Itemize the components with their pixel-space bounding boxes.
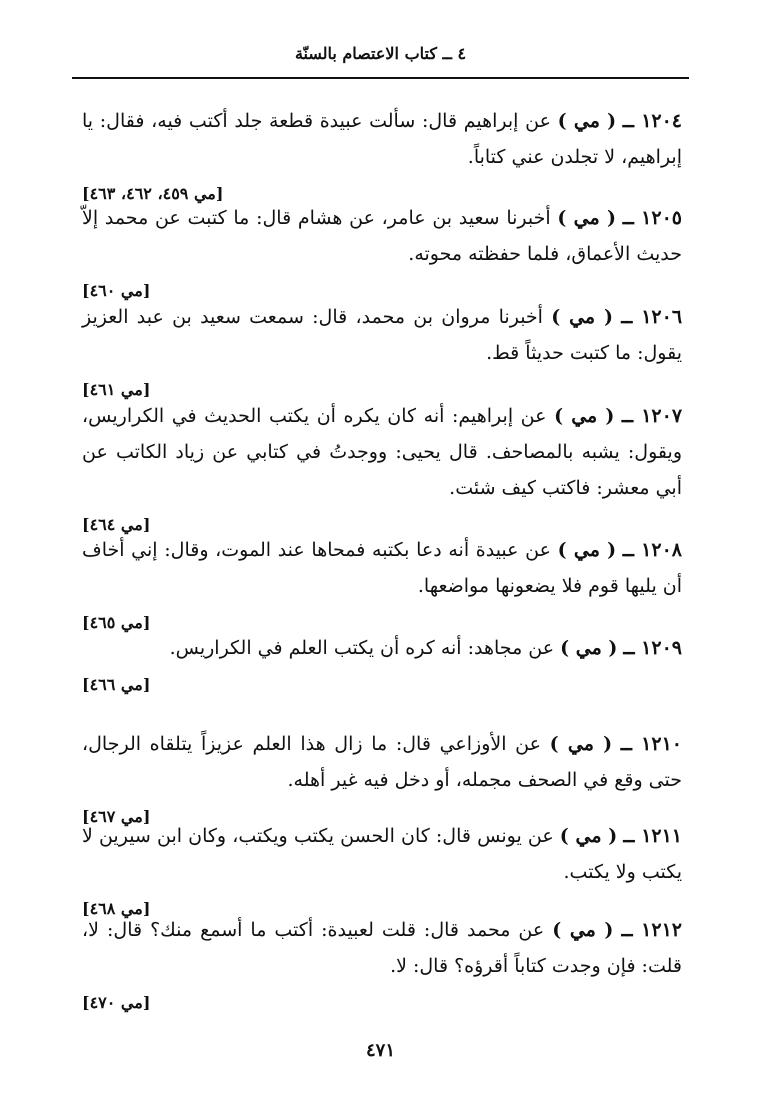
entry-number: ١٢٠٩ ــ — [623, 637, 682, 659]
entry-number: ١٢١٠ ــ — [620, 733, 682, 755]
hadith-entry — [82, 299, 682, 408]
reference-tag: [مي ٤٦١] — [82, 380, 151, 399]
hadith-entry — [82, 630, 682, 703]
entry-number: ١٢١١ ــ — [623, 825, 683, 847]
source-tag: ( مي ) — [552, 919, 614, 941]
hadith-entry — [82, 532, 682, 641]
entry-number: ١٢٠٨ ــ — [622, 539, 682, 561]
reference-tag: [مي ٤٥٩، ٤٦٢، ٤٦٣] — [82, 184, 224, 203]
entry-text-block — [82, 398, 682, 506]
entry-text-block — [82, 200, 682, 272]
page-number: ٤٧١ — [365, 1040, 395, 1061]
source-tag: ( مي ) — [554, 405, 615, 427]
reference-tag: [مي ٤٦٤] — [82, 515, 151, 534]
entry-text: عن إبراهيم: أنه كان يكره أن يكتب الحديث في الكراريس، ويقول: يشبه بالمصاحف. قال يحيى: ووجدتُ في كتابي عن زياد الكاتب عن أبي معشر: فاكتب كيف شئت. — [82, 405, 682, 499]
entry-text: أخبرنا مروان بن محمد، قال: سمعت سعيد بن عبد العزيز يقول: ما كتبت حديثاً قط. — [82, 306, 682, 364]
header-rule — [72, 77, 689, 79]
entry-number: ١٢٠٥ ــ — [622, 207, 682, 229]
reference-tag: [مي ٤٧٠] — [82, 993, 151, 1012]
entry-text: عن الأوزاعي قال: ما زال هذا العلم عزيزاً يتلقاه الرجال، حتى وقع في الصحف مجمله، أو دخل فيه غير أهله. — [82, 733, 682, 791]
reference-tag: [مي ٤٦٨] — [82, 899, 151, 918]
entry-text-block — [82, 726, 682, 798]
hadith-entry — [82, 103, 682, 212]
source-tag: ( مي ) — [557, 539, 617, 561]
hadith-entry — [82, 818, 682, 927]
entry-text-block — [82, 630, 682, 666]
entry-text: أخبرنا سعيد بن عامر، عن هشام قال: ما كتبت عن محمد إلاّ حديث الأعماق، فلما حفظته محوته. — [82, 207, 682, 265]
entry-number: ١٢٠٧ ــ — [621, 405, 683, 427]
reference-tag: [مي ٤٦٠] — [82, 281, 151, 300]
entry-text: عن إبراهيم قال: سألت عبيدة قطعة جلد أكتب فيه، فقال: يا إبراهيم، لا تجلدن عني كتاباً. — [82, 110, 682, 168]
source-tag: ( مي ) — [557, 207, 616, 229]
entry-number: ١٢٠٦ ــ — [621, 306, 683, 328]
entry-text-block — [82, 818, 682, 890]
entry-text: عن محمد قال: قلت لعبيدة: أكتب ما أسمع منك؟ قال: لا، قلت: فإن وجدت كتاباً أقرؤه؟ قال: لا. — [82, 919, 682, 977]
source-tag: ( مي ) — [551, 306, 613, 328]
running-header: ٤ ــ كتاب الاعتصام بالسنّة — [294, 44, 467, 63]
reference-tag: [مي ٤٦٥] — [82, 613, 151, 632]
entry-text-block — [82, 103, 682, 175]
source-tag: ( مي ) — [549, 733, 613, 755]
reference-tag: [مي ٤٦٧] — [82, 807, 151, 826]
entry-text: عن مجاهد: أنه كره أن يكتب العلم في الكراريس. — [169, 637, 555, 659]
source-tag: ( مي ) — [560, 637, 618, 659]
source-tag: ( مي ) — [557, 110, 617, 132]
hadith-entry — [82, 912, 682, 1021]
entry-text: عن يونس قال: كان الحسن يكتب ويكتب، وكان ابن سيرين لا يكتب ولا يكتب. — [82, 825, 682, 883]
entry-number: ١٢١٢ ــ — [621, 919, 682, 941]
entry-number: ١٢٠٤ ــ — [622, 110, 683, 132]
hadith-entry — [82, 200, 682, 309]
entry-text-block — [82, 532, 682, 604]
source-tag: ( مي ) — [559, 825, 618, 847]
hadith-entry — [82, 398, 682, 543]
entry-text: عن عبيدة أنه دعا بكتبه فمحاها عند الموت، وقال: إني أخاف أن يليها قوم فلا يضعونها مواضعها. — [82, 539, 682, 597]
reference-tag: [مي ٤٦٦] — [82, 675, 151, 694]
entry-text-block — [82, 299, 682, 371]
entry-text-block — [82, 912, 682, 984]
